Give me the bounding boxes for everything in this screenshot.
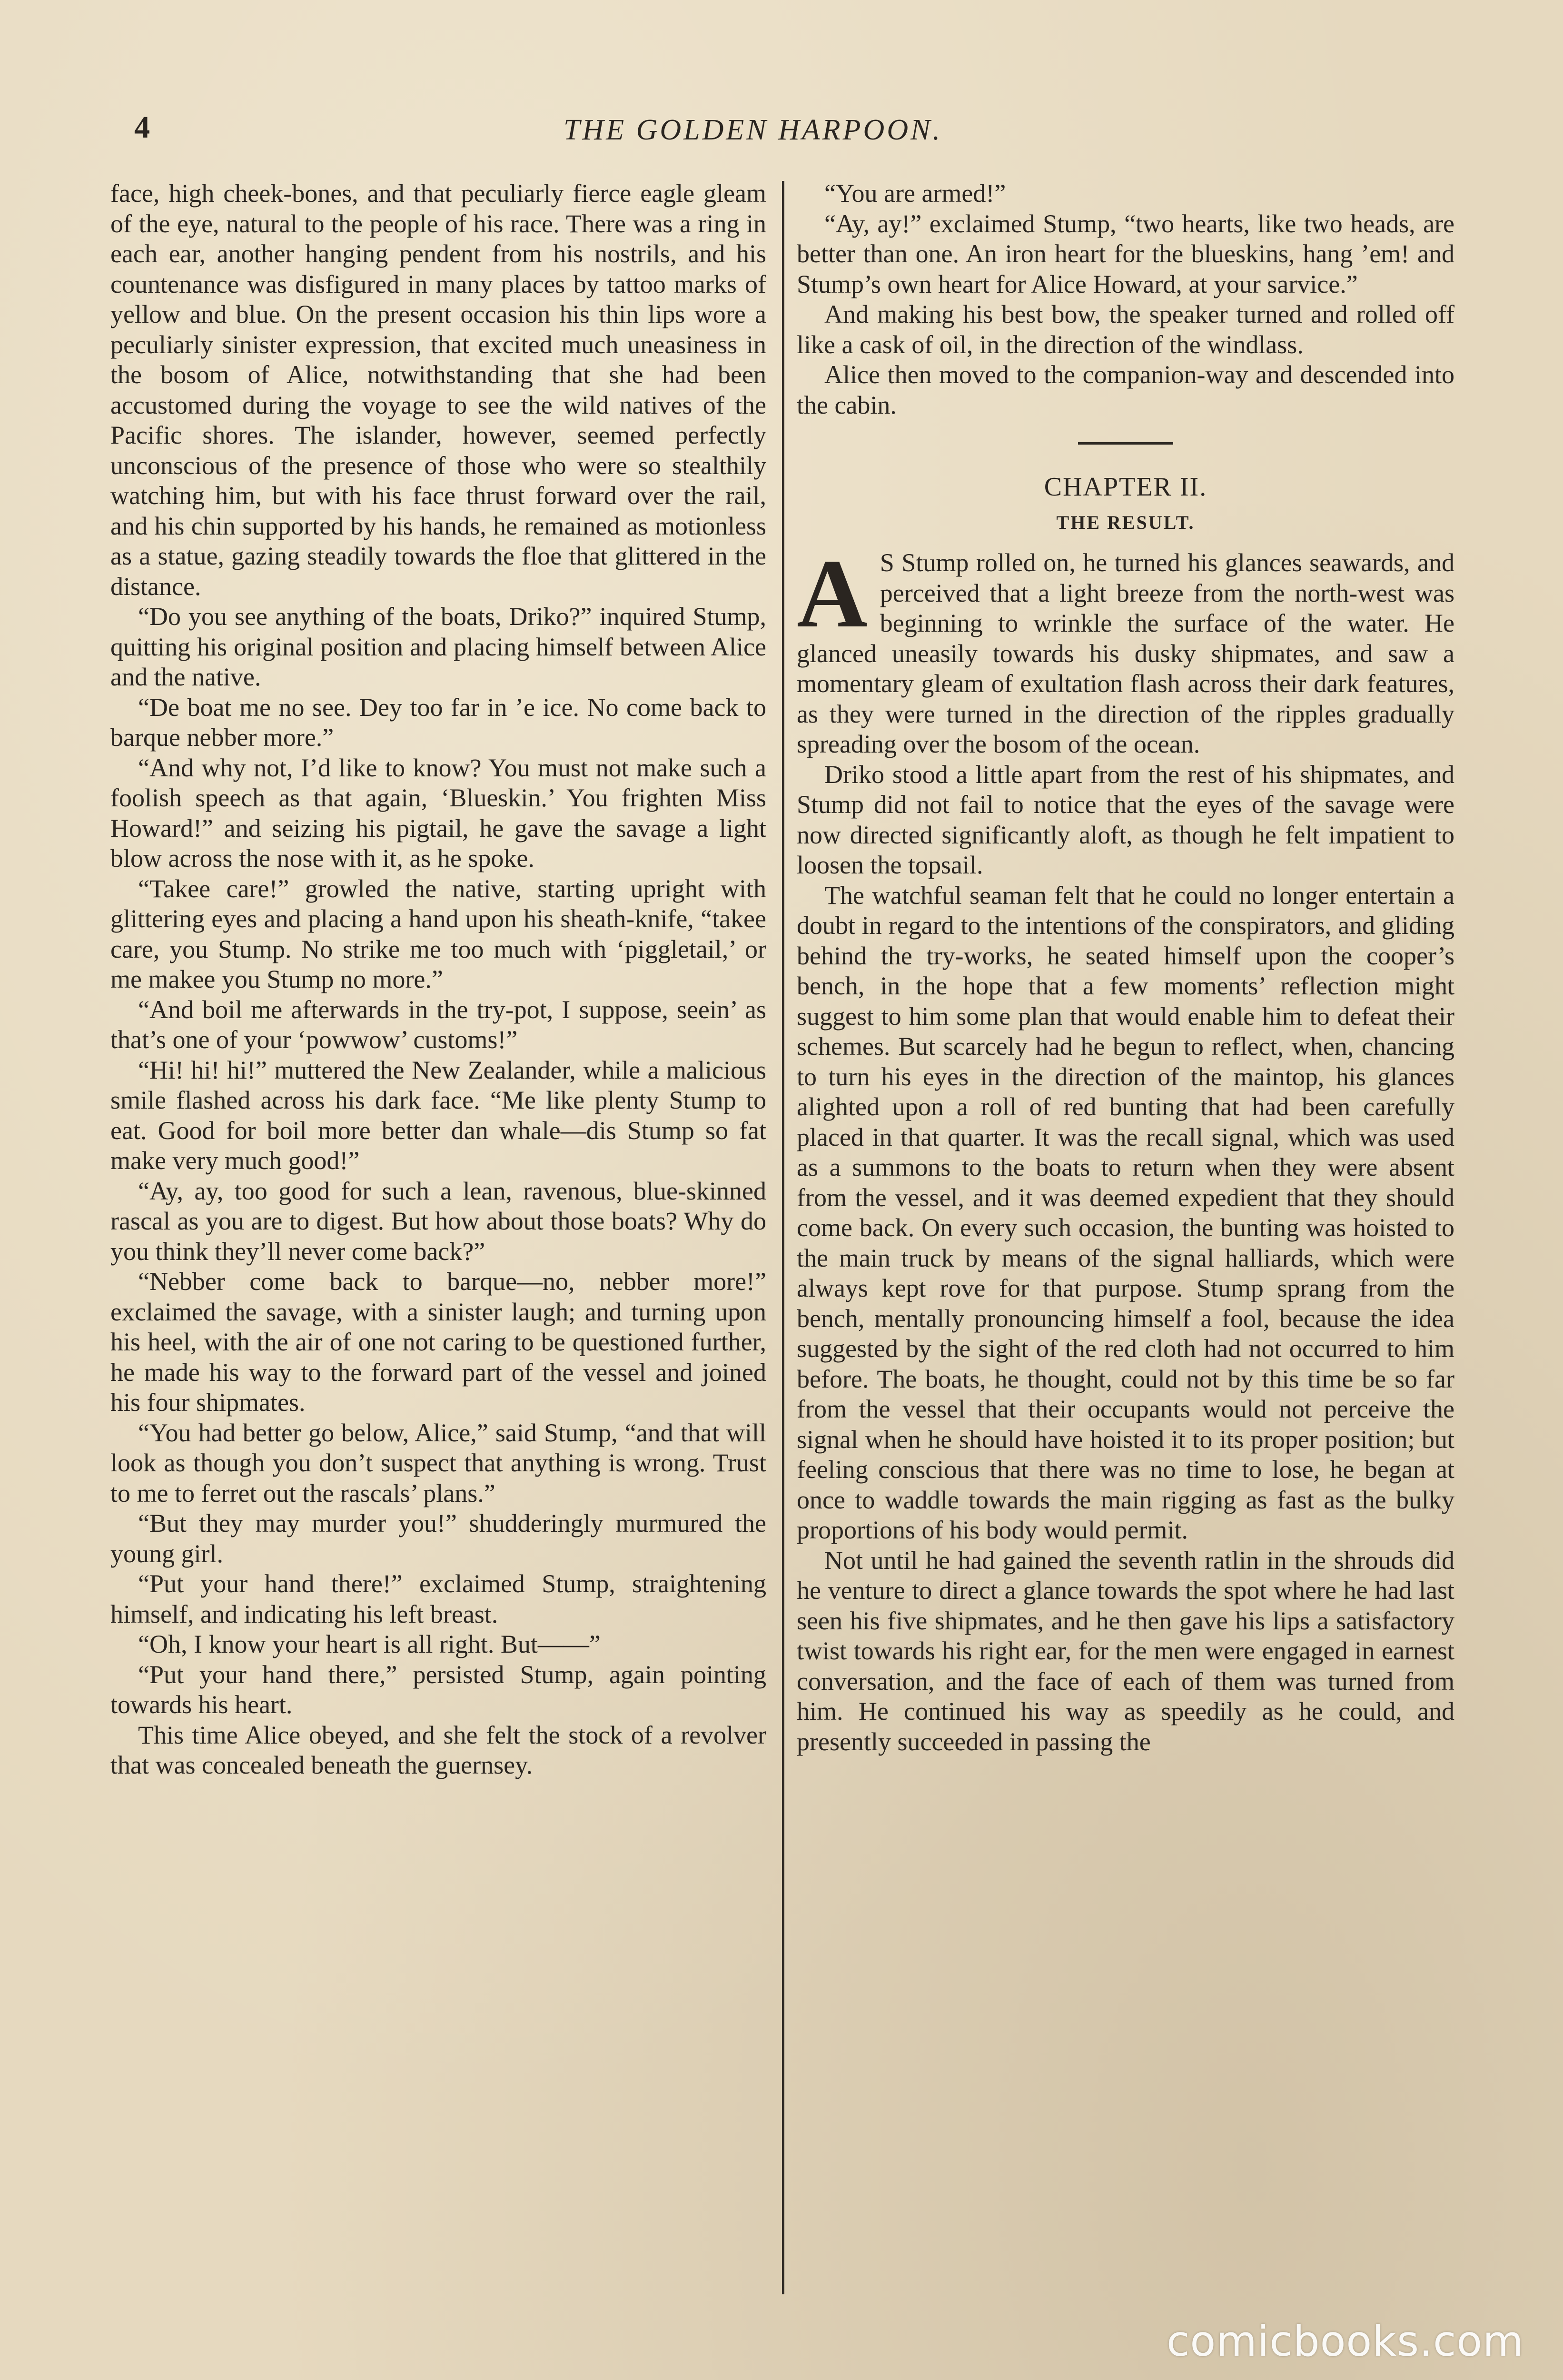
first-paragraph-text: S Stump rolled on, he turned his glances seawards, and perceived that a light breeze from the north-west was beginning to wrinkle the surface of the water. He glanced uneasily towards his dusky shipmates, and saw a momentary gleam of exultation flash across their dark features, as they were turned in the direction of the ripples gradually spreading over the bosom of the ocean.	[797, 548, 1454, 758]
paragraph: Alice then moved to the companion-way and descended into the cabin.	[797, 360, 1454, 419]
chapter-subtitle: THE RESULT.	[1056, 511, 1195, 533]
paragraph: Not until he had gained the seventh ratlin in the shrouds did he venture to direct a glance towards the spot where he had last seen his five shipmates, and he then gave his lips a satisfactory twist towards his right ear, for the men were engaged in earnest conversation, and the face of each of them was turned from him. He continued his way as speedily as he could, and presently succeeded in passing the	[797, 1546, 1454, 1756]
paragraph: “Put your hand there!” exclaimed Stump, straightening himself, and indicating his left breast.	[110, 1569, 766, 1628]
paragraph: “You are armed!”	[824, 179, 1006, 208]
paragraph: Driko stood a little apart from the rest of his shipmates, and Stump did not fail to notice that the eyes of the savage were now directed significantly aloft, as though he felt impatient to loosen the topsail.	[797, 760, 1454, 879]
right-column	[797, 178, 1454, 1757]
chapter-rule	[1078, 442, 1173, 445]
paragraph: “And boil me afterwards in the try-pot, I suppose, seein’ as that’s one of your ‘powwow’ customs!”	[110, 995, 766, 1054]
paragraph: And making his best bow, the speaker turned and rolled off like a cask of oil, in the direction of the windlass.	[797, 300, 1454, 359]
paragraph: “And why not, I’d like to know? You must not make such a foolish speech as that again, ‘Blueskin.’ You frighten Miss Howard!” and seizing his pigtail, he gave the savage a light blow across the nose with it, as he spoke.	[110, 753, 766, 873]
chapter-title: CHAPTER II.	[1044, 472, 1207, 502]
paragraph: “Ay, ay!” exclaimed Stump, “two hearts, like two heads, are better than one. An iron heart for the blueskins, hang ’em! and Stump’s own heart for Alice Howard, at your sarvice.”	[797, 209, 1454, 298]
column-divider	[782, 181, 784, 2294]
page-number: 4	[134, 110, 150, 145]
paragraph: “Ay, ay, too good for such a lean, ravenous, blue-skinned rascal as you are to digest. But how about those boats? Why do you think they’ll never come back?”	[110, 1176, 766, 1266]
paragraph: The watchful seaman felt that he could no longer entertain a doubt in regard to the intentions of the conspirators, and gliding behind the try-works, he seated himself upon the cooper’s bench, in the hope that a few moments’ reflection might suggest to him some plan that would enable him to defeat their schemes. But scarcely had he begun to reflect, when, chancing to turn his eyes in the direction of the maintop, his glances alighted upon a roll of red bunting that had been carefully placed in that quarter. It was the recall signal, which was used as a summons to the boats to return when they were absent from the vessel, and it was deemed expedient that they should come back. On every such occasion, the bunting was hoisted to the main truck by means of the signal halliards, which were always kept rove for that purpose. Stump sprang from the bench, mentally pronouncing himself a fool, because the idea suggested by the sight of the red cloth had not occurred to him before. The boats, he thought, could not by this time be so far from the vessel that their occupants would not perceive the signal when he should have hoisted it to its proper position; but feeling conscious that there was no time to lose, he began at once to waddle towards the main rigging as fast as the bulky proportions of his body would permit.	[797, 881, 1454, 1544]
paragraph: face, high cheek-bones, and that peculiarly fierce eagle gleam of the eye, natural to the people of his race. There was a ring in each ear, another hanging pendent from his nostrils, and his countenance was disfigured in many places by tattoo marks of yellow and blue. On the present occasion his thin lips wore a peculiarly sinister expression, that excited much uneasiness in the bosom of Alice, notwithstanding that she had been accustomed during the voyage to see the wild natives of the Pacific shores. The islander, however, seemed perfectly unconscious of the presence of those who were so stealthily watching him, but with his face thrust forward over the rail, and his chin supported by his hands, he remained as motionless as a statue, gazing steadily towards the floe that glittered in the distance.	[110, 179, 766, 601]
paragraph: “You had better go below, Alice,” said Stump, “and that will look as though you don’t suspect that anything is wrong. Trust to me to ferret out the rascals’ plans.”	[110, 1418, 766, 1507]
paragraph: “Hi! hi! hi!” muttered the New Zealander, while a malicious smile flashed across his dark face. “Me like plenty Stump to eat. Good for boil more better dan whale—dis Stump so fat make very much good!”	[110, 1055, 766, 1175]
paragraph: “Do you see anything of the boats, Driko?” inquired Stump, quitting his original position and placing himself between Alice and the native.	[110, 602, 766, 691]
paragraph: “Put your hand there,” persisted Stump, again pointing towards his heart.	[110, 1660, 766, 1719]
left-column	[110, 178, 766, 1781]
page-header	[0, 109, 1563, 162]
paragraph: “Takee care!” growled the native, starting upright with glittering eyes and placing a hand upon his sheath-knife, “takee care, you Stump. No strike me too much with ‘piggletail,’ or me makee you Stump no more.”	[110, 874, 766, 993]
running-title: THE GOLDEN HARPOON.	[564, 114, 942, 146]
paragraph: “De boat me no see. Dey too far in ’e ice. No come back to barque nebber more.”	[110, 693, 766, 752]
paragraph: “But they may murder you!” shudderingly murmured the young girl.	[110, 1509, 766, 1568]
paragraph: This time Alice obeyed, and she felt the stock of a revolver that was concealed beneath the guernsey.	[110, 1720, 766, 1779]
paragraph: “Nebber come back to barque—no, nebber more!” exclaimed the savage, with a sinister laugh; and turning upon his heel, with the air of one not caring to be questioned further, he made his way to the forward part of the vessel and joined his four shipmates.	[110, 1267, 766, 1417]
chapter-first-paragraph	[797, 539, 1454, 760]
paragraph: “Oh, I know your heart is all right. But——”	[138, 1630, 601, 1658]
drop-cap: A	[797, 539, 868, 648]
site-watermark: comicbooks.com	[1166, 2317, 1524, 2366]
